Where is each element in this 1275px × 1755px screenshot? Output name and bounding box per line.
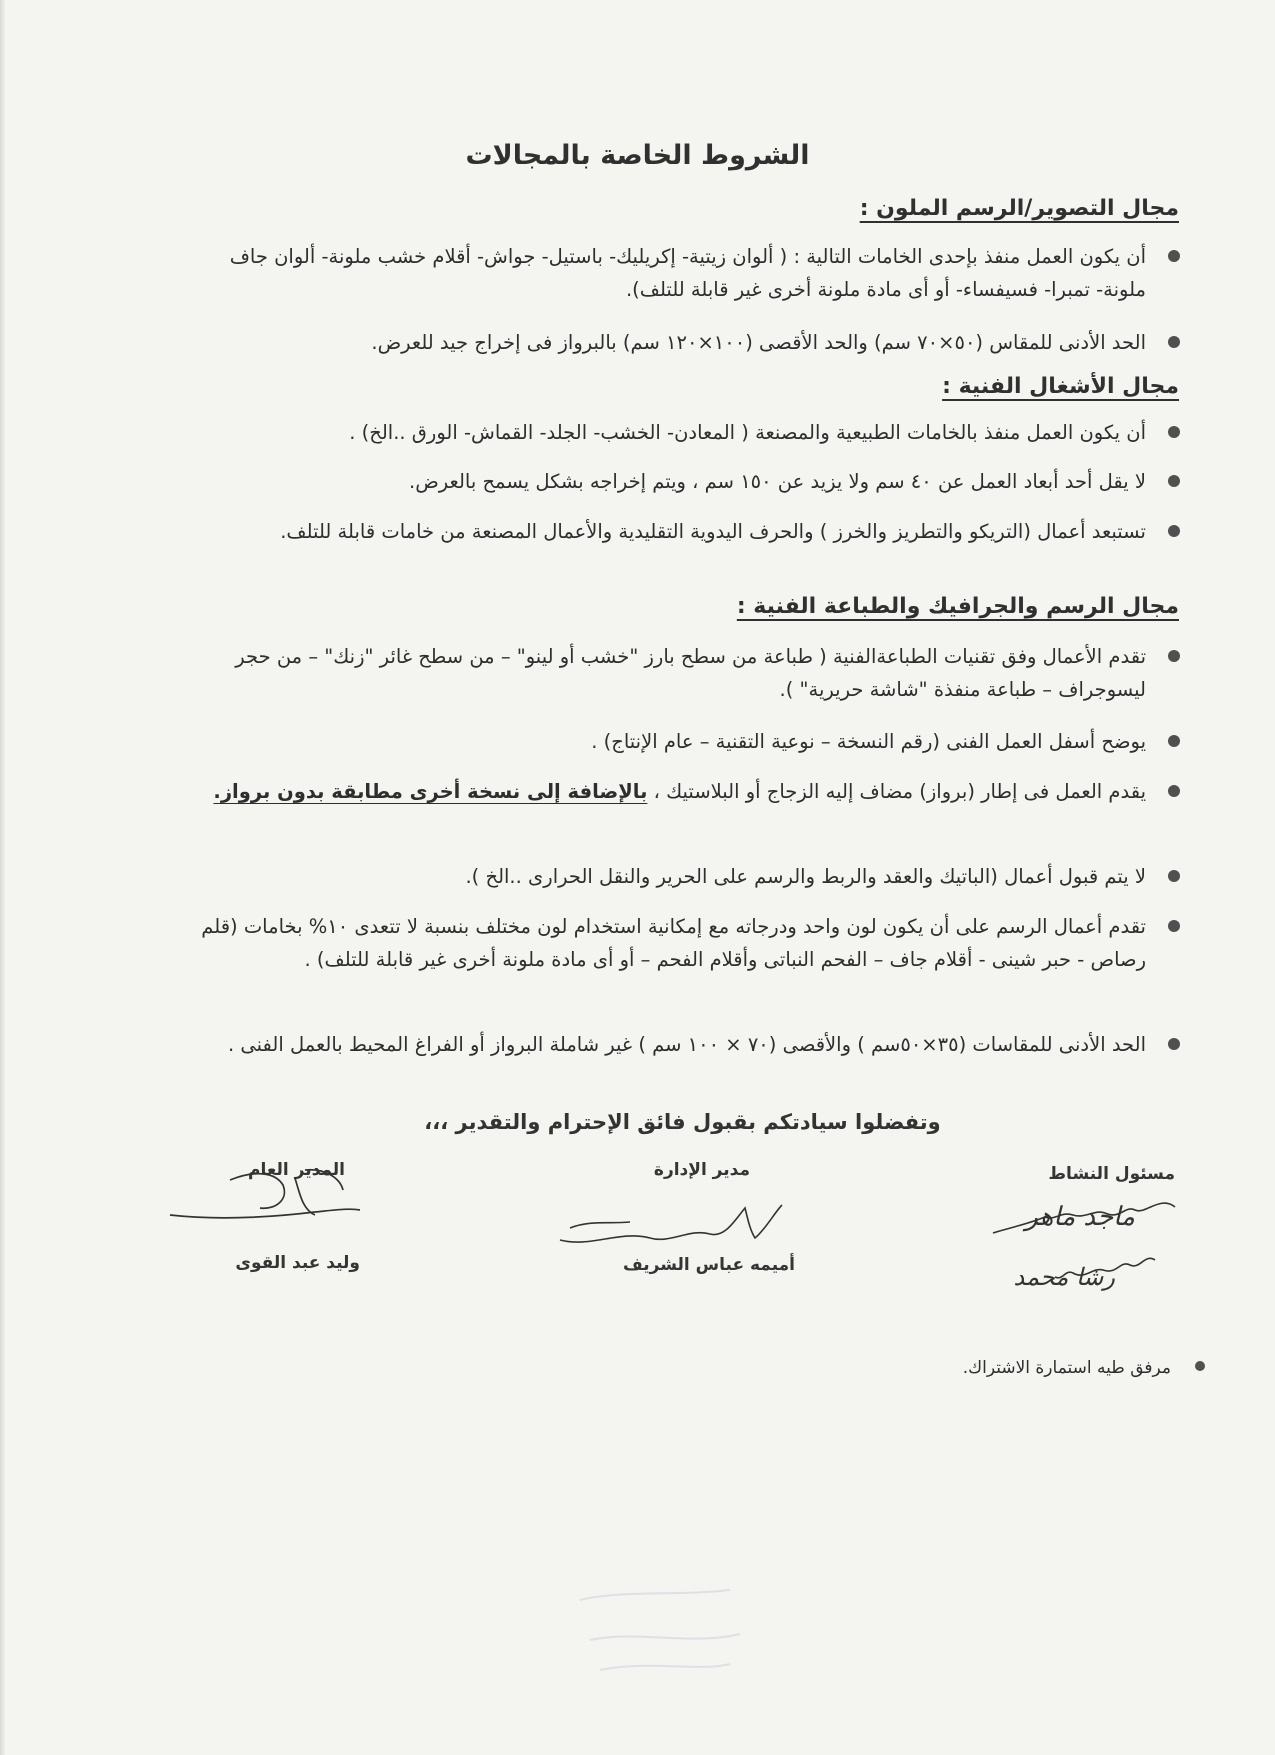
list-item: لا يقل أحد أبعاد العمل عن ٤٠ سم ولا يزيد عن ١٥٠ سم ، ويتم إخراجه بشكل يسمح بالعرض. [180, 465, 1180, 498]
bullet-icon [1168, 336, 1180, 348]
signature-activity [985, 1185, 1195, 1305]
signatory-title-admin: مدير الإدارة [653, 1160, 750, 1180]
list-item: الحد الأدنى للمقاس (٥٠×٧٠ سم) والحد الأقصى (١٠٠×١٢٠ سم) بالبرواز فى إخراج جيد للعرض. [180, 326, 1180, 359]
list-item: الحد الأدنى للمقاسات (٣٥×٥٠سم ) والأقصى (٧٠ × ١٠٠ سم ) غير شاملة البرواز أو الفراغ المحيط بالعمل الفنى . [180, 1028, 1180, 1061]
list-item: يقدم العمل فى إطار (برواز) مضاف إليه الزجاج أو البلاستيك ، بالإضافة إلى نسخة أخرى مطابقة بدون برواز. [180, 775, 1180, 808]
bullet-icon [1168, 250, 1180, 262]
faint-stamp-mark [560, 1560, 760, 1690]
list-item: أن يكون العمل منفذ بإحدى الخامات التالية : ( ألوان زيتية- إكريليك- باستيل- جواش- أقلام خشب ملونة- ألوان جاف ملونة- تمبرا- فسيفساء- أو أى مادة ملونة أخرى غير قابلة للتلف). [180, 240, 1180, 306]
section-heading-painting: مجال التصوير/الرسم الملون : [859, 196, 1179, 221]
bullet-icon [1168, 426, 1180, 438]
bullet-icon [1168, 735, 1180, 747]
attachment-note: مرفق طيه استمارة الاشتراك. [605, 1352, 1205, 1385]
svg-text:ماجد ماهر: ماجد ماهر [1025, 1202, 1135, 1232]
bullet-icon [1168, 920, 1180, 932]
list-item: يوضح أسفل العمل الفنى (رقم النسخة – نوعية التقنية – عام الإنتاج) . [180, 725, 1180, 758]
signatory-name-admin: أميمه عباس الشريف [623, 1255, 795, 1275]
signature-general [165, 1160, 365, 1240]
bullet-icon [1168, 650, 1180, 662]
emphasis-text: بالإضافة إلى نسخة أخرى مطابقة بدون برواز. [213, 780, 648, 803]
svg-text:رشا محمد: رشا محمد [1013, 1263, 1115, 1291]
signatory-title-general: المدير العام [248, 1160, 345, 1180]
bullet-icon [1168, 785, 1180, 797]
bullet-icon [1195, 1361, 1205, 1371]
list-item: تقدم أعمال الرسم على أن يكون لون واحد ودرجاته مع إمكانية استخدام لون مختلف بنسبة لا تتعدى ١٠% بخامات (قلم رصاص - حبر شينى - أقلام جاف – الفحم النباتى وأقلام الفحم – أو أى مادة ملونة أخرى غير قابلة للتلف) . [180, 910, 1180, 976]
scan-edge-shadow [0, 0, 6, 1755]
bullet-icon [1168, 870, 1180, 882]
list-item: أن يكون العمل منفذ بالخامات الطبيعية والمصنعة ( المعادن- الخشب- الجلد- القماش- الورق ..الخ) . [180, 416, 1180, 449]
list-item: تستبعد أعمال (التريكو والتطريز والخرز ) والحرف اليدوية التقليدية والأعمال المصنعة من خامات قابلة للتلف. [180, 515, 1180, 548]
signatory-title-activity: مسئول النشاط [1048, 1164, 1175, 1184]
signature-admin [550, 1200, 800, 1260]
closing-line: وتفضلوا سيادتكم بقبول فائق الإحترام والتقدير ،،، [424, 1110, 941, 1134]
section-heading-graphics: مجال الرسم والجرافيك والطباعة الفنية : [736, 594, 1179, 619]
bullet-icon [1168, 525, 1180, 537]
bullet-icon [1168, 1038, 1180, 1050]
bullet-icon [1168, 475, 1180, 487]
list-item: تقدم الأعمال وفق تقنيات الطباعةالفنية ( طباعة من سطح بارز "خشب أو لينو" – من سطح غائر "زنك" – من حجر ليسوجراف – طباعة منفذة "شاشة حريرية" ). [180, 640, 1180, 706]
signatory-name-general: وليد عبد القوى [235, 1253, 360, 1273]
list-item: لا يتم قبول أعمال (الباتيك والعقد والربط والرسم على الحرير والنقل الحرارى ..الخ ). [180, 860, 1180, 893]
section-heading-crafts: مجال الأشغال الفنية : [942, 374, 1179, 399]
document-title: الشروط الخاصة بالمجالات [465, 140, 810, 171]
